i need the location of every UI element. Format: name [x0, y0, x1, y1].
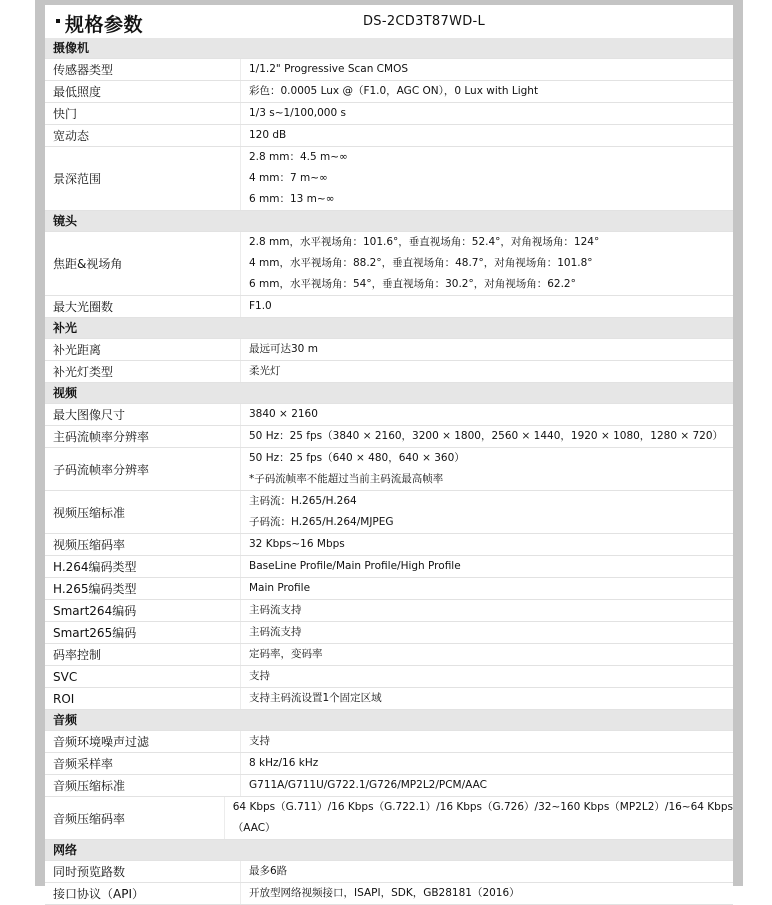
spec-row	[45, 556, 733, 578]
spec-value-line: 2.8 mm，水平视场角：101.6°，垂直视场角：52.4°，对角视场角：124°	[249, 236, 600, 248]
spec-row	[45, 125, 733, 147]
spec-row	[45, 600, 733, 622]
spec-value-line: 4 mm，水平视场角：88.2°，垂直视场角：48.7°，对角视场角：101.8°	[249, 257, 593, 269]
spec-value-line: 120 dB	[249, 129, 287, 141]
spec-value-line: F1.0	[249, 300, 272, 312]
spec-label: 补光距离	[45, 339, 241, 360]
spec-value	[241, 688, 733, 709]
spec-label: 音频采样率	[45, 753, 241, 774]
spec-value	[241, 103, 733, 124]
spec-row	[45, 147, 733, 211]
spec-value-line: 50 Hz：25 fps（3840 × 2160，3200 × 1800，2560 × 1440，1920 × 1080，1280 × 720）	[249, 430, 724, 442]
spec-value	[241, 296, 733, 317]
spec-value-line: 4 mm：7 m~∞	[249, 172, 328, 184]
spec-label: Smart265编码	[45, 622, 241, 643]
spec-value-line: 1/3 s~1/100,000 s	[249, 107, 346, 119]
spec-value	[241, 666, 733, 687]
spec-label: 视频压缩标准	[45, 491, 241, 533]
spec-value	[241, 883, 733, 904]
spec-label: H.265编码类型	[45, 578, 241, 599]
spec-row	[45, 797, 733, 840]
spec-label: 传感器类型	[45, 59, 241, 80]
spec-row	[45, 232, 733, 296]
spec-label: 最大光圈数	[45, 296, 241, 317]
spec-value-line: BaseLine Profile/Main Profile/High Profile	[249, 560, 461, 572]
spec-row	[45, 339, 733, 361]
spec-value-line: 支持	[249, 735, 270, 747]
spec-value-line: 柔光灯	[249, 365, 281, 377]
spec-row	[45, 534, 733, 556]
spec-label: 同时预览路数	[45, 861, 241, 882]
spec-label: SVC	[45, 666, 241, 687]
frame-right-border	[733, 0, 743, 886]
spec-label: 焦距&视场角	[45, 232, 241, 295]
spec-value	[241, 81, 733, 102]
spec-value-line: 主码流：H.265/H.264	[249, 495, 357, 507]
spec-value-line: 8 kHz/16 kHz	[249, 757, 319, 769]
spec-row	[45, 688, 733, 710]
spec-label: Smart264编码	[45, 600, 241, 621]
spec-value-line: 子码流：H.265/H.264/MJPEG	[249, 516, 394, 528]
spec-label: 最大图像尺寸	[45, 404, 241, 425]
spec-value-line: 支持	[249, 670, 270, 682]
spec-label: 最低照度	[45, 81, 241, 102]
spec-value-line: *子码流帧率不能超过当前主码流最高帧率	[249, 473, 444, 485]
spec-value-line: Main Profile	[249, 582, 311, 594]
spec-value	[241, 578, 733, 599]
spec-label: 接口协议（API）	[45, 883, 241, 904]
section-header: 音频	[45, 710, 733, 731]
spec-row	[45, 426, 733, 448]
spec-row	[45, 644, 733, 666]
spec-row	[45, 81, 733, 103]
spec-value	[241, 861, 733, 882]
spec-value-line: 最远可达30 m	[249, 343, 318, 355]
spec-label: 快门	[45, 103, 241, 124]
spec-value-line: （AAC）	[232, 822, 276, 834]
spec-value	[241, 232, 733, 295]
spec-value	[241, 147, 733, 210]
spec-row	[45, 883, 733, 905]
spec-value	[241, 59, 733, 80]
spec-row	[45, 753, 733, 775]
frame-left-border	[35, 0, 45, 886]
spec-value	[241, 125, 733, 146]
spec-row	[45, 622, 733, 644]
spec-value-line: 开放型网络视频接口，ISAPI，SDK，GB28181（2016）	[249, 887, 520, 899]
spec-value-line: 50 Hz：25 fps（640 × 480，640 × 360）	[249, 452, 465, 464]
spec-value-line: G711A/G711U/G722.1/G726/MP2L2/PCM/AAC	[249, 779, 487, 791]
spec-value	[241, 361, 733, 382]
section-header: 网络	[45, 840, 733, 861]
spec-row	[45, 448, 733, 491]
spec-label: 宽动态	[45, 125, 241, 146]
spec-row	[45, 59, 733, 81]
section-header: 摄像机	[45, 38, 733, 59]
spec-value	[241, 753, 733, 774]
spec-value-line: 64 Kbps（G.711）/16 Kbps（G.722.1）/16 Kbps（G.726）/32~160 Kbps（MP2L2）/16~64 Kbps	[232, 801, 733, 813]
spec-value	[241, 491, 733, 533]
spec-value-line: 6 mm，水平视场角：54°，垂直视场角：30.2°，对角视场角：62.2°	[249, 278, 576, 290]
spec-row	[45, 296, 733, 318]
section-header: 视频	[45, 383, 733, 404]
spec-row	[45, 666, 733, 688]
spec-value-line: 3840 × 2160	[249, 408, 318, 420]
spec-label: 主码流帧率分辨率	[45, 426, 241, 447]
spec-label: 音频压缩标准	[45, 775, 241, 796]
spec-value	[241, 404, 733, 425]
spec-value-line: 支持主码流设置1个固定区域	[249, 692, 382, 704]
spec-value-line: 最多6路	[249, 865, 288, 877]
section-header: 镜头	[45, 211, 733, 232]
spec-label: 补光灯类型	[45, 361, 241, 382]
spec-row	[45, 103, 733, 125]
title-bullet-icon	[56, 19, 60, 23]
spec-value-line: 主码流支持	[249, 626, 302, 638]
spec-row	[45, 861, 733, 883]
page-title: 规格参数	[65, 14, 144, 36]
spec-value	[241, 775, 733, 796]
spec-value	[225, 797, 733, 839]
spec-content	[45, 5, 733, 905]
spec-value	[241, 426, 733, 447]
model-number: DS-2CD3T87WD-L	[363, 14, 486, 29]
spec-header	[45, 5, 733, 38]
section-header: 补光	[45, 318, 733, 339]
spec-label: 子码流帧率分辨率	[45, 448, 241, 490]
spec-table	[45, 38, 733, 905]
spec-label: 音频环境噪声过滤	[45, 731, 241, 752]
spec-value-line: 彩色：0.0005 Lux @（F1.0，AGC ON），0 Lux with Light	[249, 85, 539, 97]
spec-value	[241, 448, 733, 490]
spec-label: 视频压缩码率	[45, 534, 241, 555]
spec-value-line: 32 Kbps~16 Mbps	[249, 538, 345, 550]
spec-row	[45, 404, 733, 426]
spec-value-line: 6 mm：13 m~∞	[249, 193, 335, 205]
spec-label: ROI	[45, 688, 241, 709]
spec-value	[241, 534, 733, 555]
spec-value-line: 定码率，变码率	[249, 648, 323, 660]
spec-value	[241, 556, 733, 577]
spec-label: 音频压缩码率	[45, 797, 225, 839]
spec-value	[241, 339, 733, 360]
spec-row	[45, 731, 733, 753]
spec-value	[241, 731, 733, 752]
spec-row	[45, 578, 733, 600]
spec-row	[45, 491, 733, 534]
spec-value	[241, 644, 733, 665]
spec-row	[45, 361, 733, 383]
spec-value-line: 1/1.2" Progressive Scan CMOS	[249, 63, 409, 75]
spec-row	[45, 775, 733, 797]
spec-label: 景深范围	[45, 147, 241, 210]
spec-value	[241, 622, 733, 643]
spec-value-line: 主码流支持	[249, 604, 302, 616]
spec-label: H.264编码类型	[45, 556, 241, 577]
spec-label: 码率控制	[45, 644, 241, 665]
spec-value-line: 2.8 mm：4.5 m~∞	[249, 151, 348, 163]
spec-value	[241, 600, 733, 621]
